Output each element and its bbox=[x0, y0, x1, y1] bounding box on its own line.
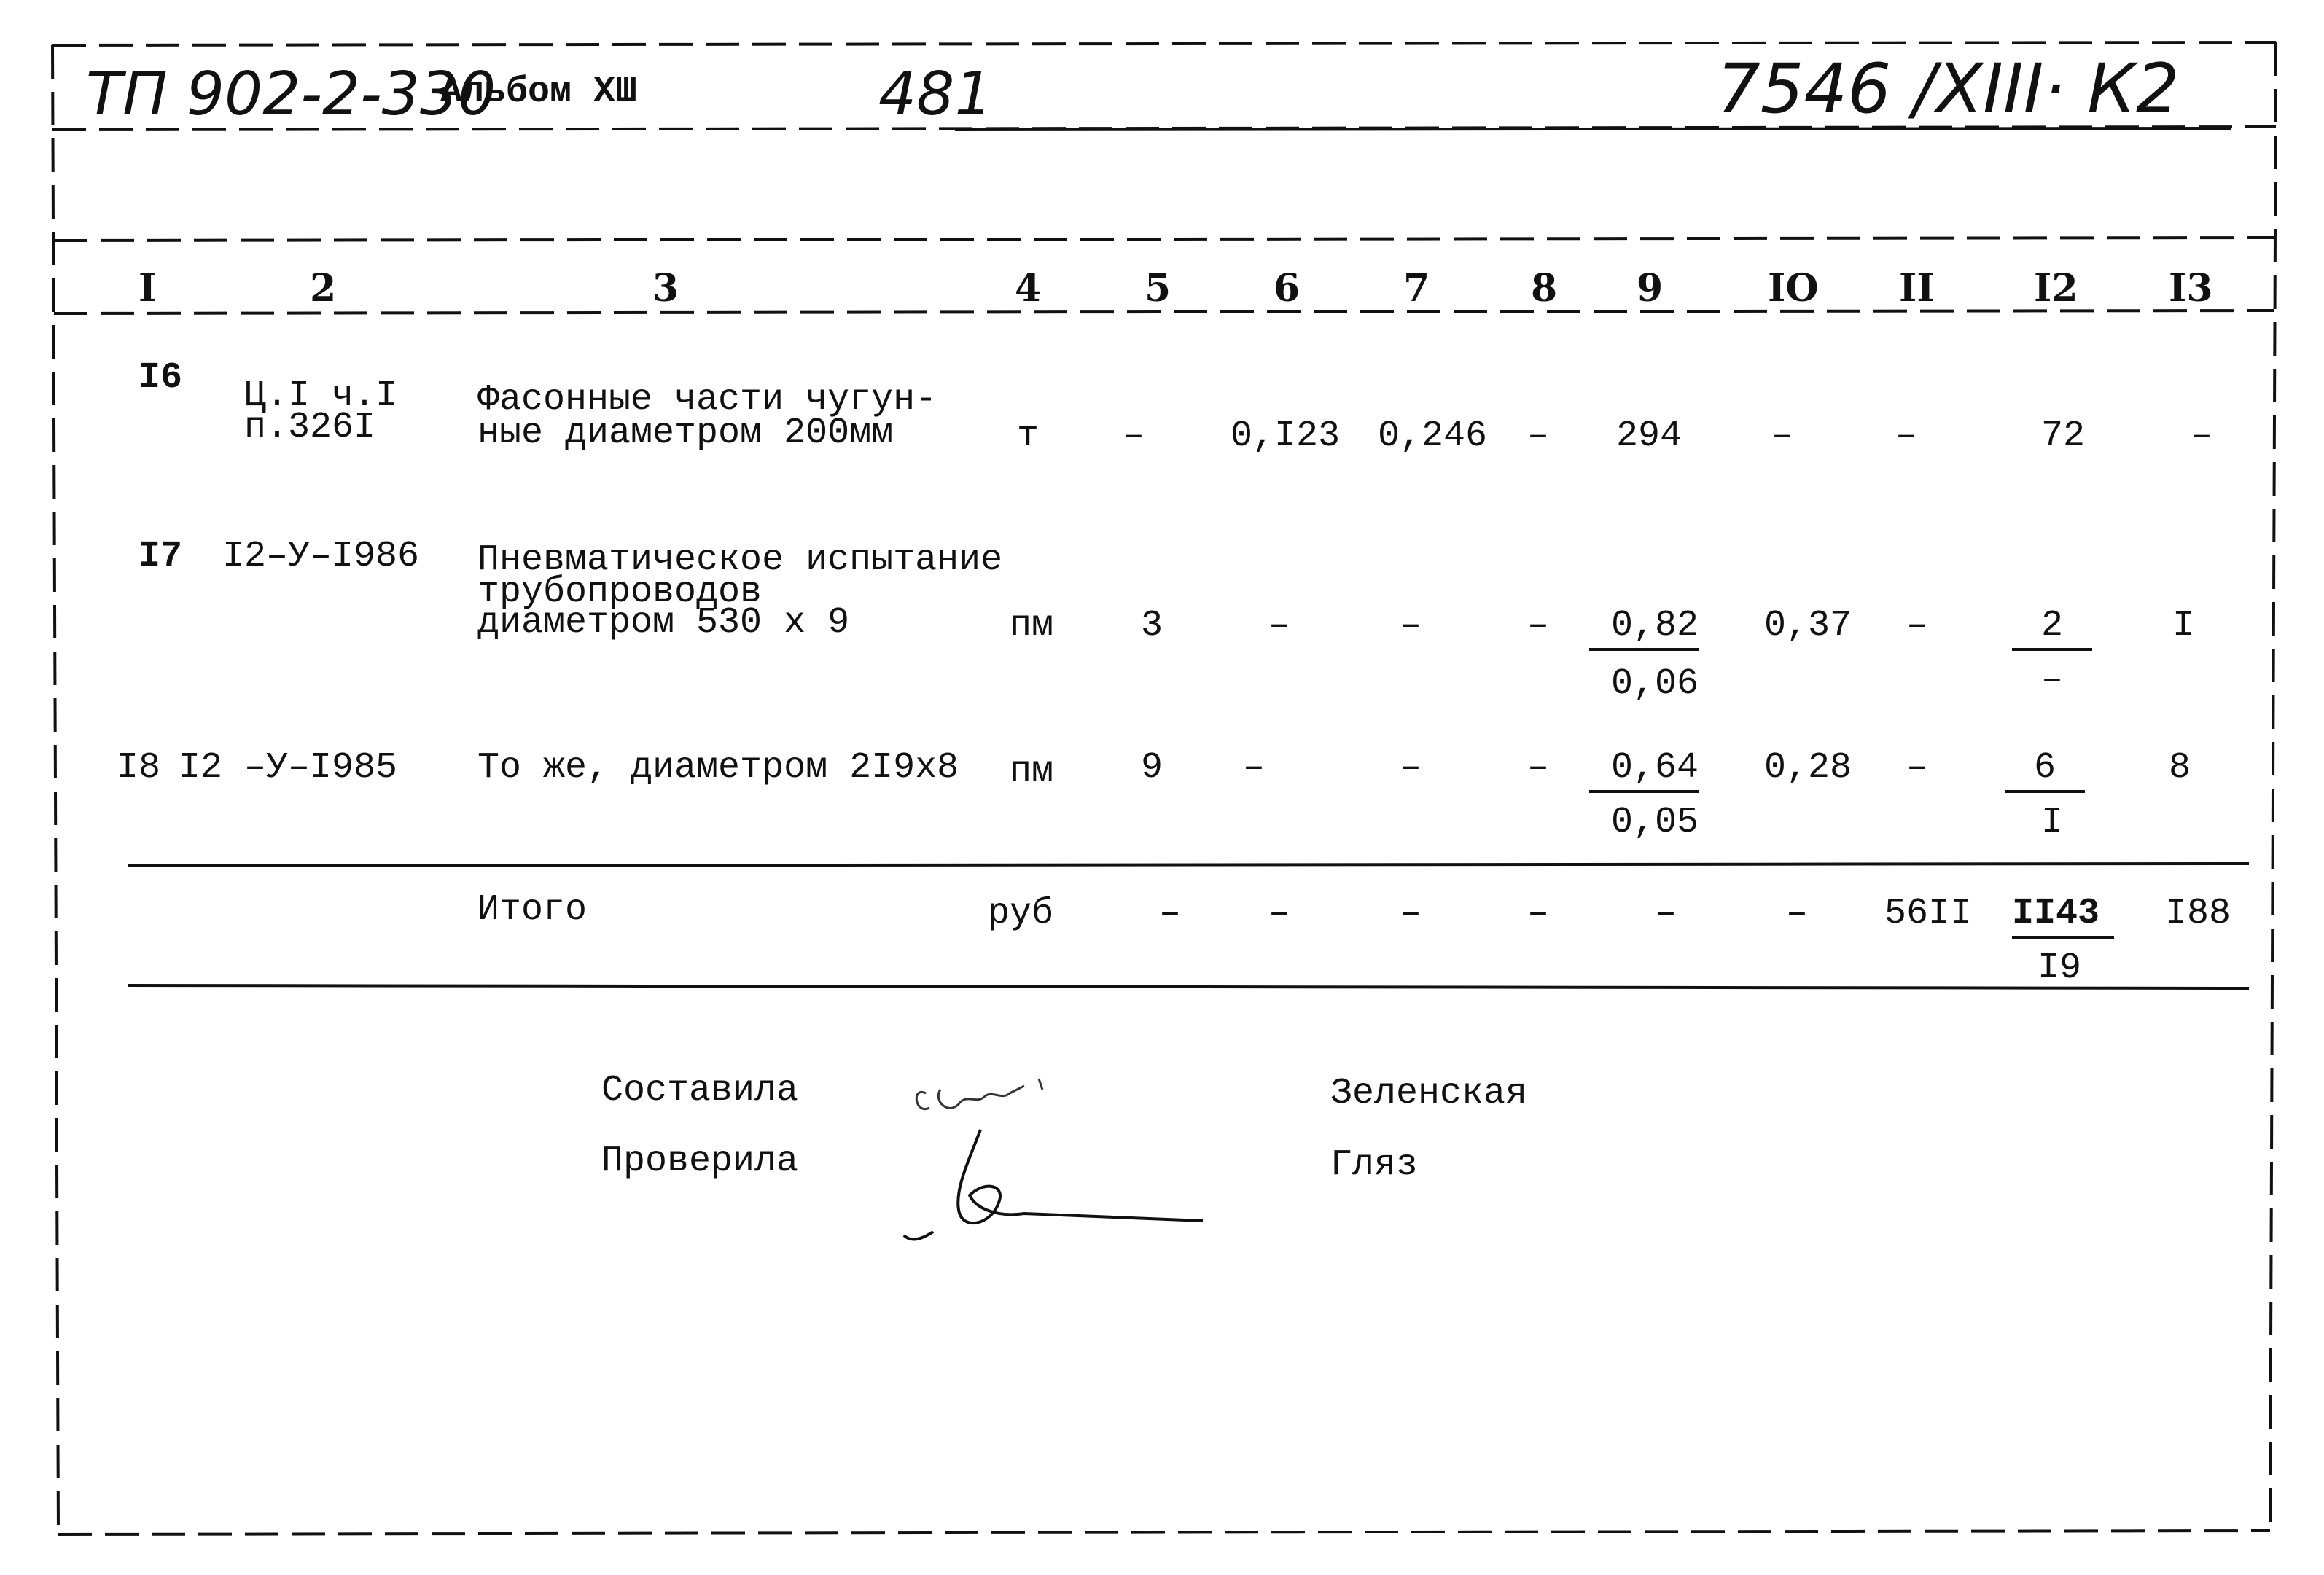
total-col13: I88 bbox=[2165, 893, 2231, 934]
checked-by-name: Гляз bbox=[1330, 1144, 1419, 1186]
row-col7: – bbox=[1400, 747, 1422, 789]
col-header-11: II bbox=[1899, 266, 1935, 310]
col-header-13: I3 bbox=[2169, 266, 2213, 310]
row-reference: I2 –У–I985 bbox=[179, 747, 398, 789]
row-number: I8 bbox=[117, 747, 161, 789]
row-description-line3: диаметром 530 х 9 bbox=[477, 602, 850, 644]
compiled-by-label: Составила bbox=[601, 1070, 799, 1111]
checked-by-label: Проверила bbox=[601, 1141, 799, 1182]
row-col9-bottom: 0,05 bbox=[1611, 802, 1699, 843]
row-unit: пм bbox=[1010, 751, 1054, 792]
document-code: ТП 902-2-330 bbox=[86, 60, 496, 129]
row-col9-bottom: 0,06 bbox=[1611, 663, 1699, 705]
page-number: 481 bbox=[878, 60, 993, 129]
row-col9-top: 0,64 bbox=[1589, 747, 1699, 793]
col-header-9: 9 bbox=[1637, 266, 1664, 310]
col-header-1: I bbox=[139, 266, 157, 310]
row-description: Пневматическое испытание bbox=[477, 539, 1003, 581]
total-col12-bottom: I9 bbox=[2038, 947, 2082, 989]
row-col12-bottom: – bbox=[2041, 660, 2064, 701]
col-header-8: 8 bbox=[1531, 266, 1558, 310]
total-col7: – bbox=[1400, 893, 1422, 934]
row-col5: – bbox=[1123, 415, 1145, 457]
col-header-3: 3 bbox=[652, 266, 679, 310]
row-col9: 294 bbox=[1616, 415, 1682, 457]
row-description-line2: трубопроводов bbox=[477, 571, 763, 613]
total-col10: – bbox=[1786, 893, 1809, 934]
row-reference: I2–У–I986 bbox=[222, 536, 420, 577]
total-col6: – bbox=[1268, 893, 1291, 934]
row-description-line2: ные диаметром 200мм bbox=[477, 413, 894, 454]
row-col11: – bbox=[1895, 415, 1918, 457]
row-col7: 0,246 bbox=[1378, 415, 1488, 457]
row-col11: – bbox=[1906, 747, 1929, 789]
row-reference: Ц.I ч.I bbox=[244, 375, 398, 417]
total-label: Итого bbox=[477, 889, 588, 931]
row-reference-line2: п.326I bbox=[244, 407, 376, 448]
row-col12-bottom: I bbox=[2041, 802, 2064, 843]
col-header-12: I2 bbox=[2034, 266, 2078, 310]
total-bottom-rule bbox=[128, 985, 2249, 988]
row-col12-top: 6 bbox=[2005, 747, 2085, 793]
row-unit: т bbox=[1017, 415, 1040, 457]
total-col9: – bbox=[1655, 893, 1677, 934]
col-header-5: 5 bbox=[1145, 266, 1171, 310]
col-header-2: 2 bbox=[310, 266, 337, 310]
row-col8: – bbox=[1527, 415, 1550, 457]
row-number: I6 bbox=[139, 357, 183, 399]
row-col11: – bbox=[1906, 605, 1929, 646]
total-col8: – bbox=[1527, 893, 1550, 934]
row-col5: 3 bbox=[1141, 605, 1163, 646]
row-col12: 72 bbox=[2041, 415, 2086, 457]
row-col10: – bbox=[1771, 415, 1794, 457]
row-col8: – bbox=[1527, 747, 1550, 789]
row-col7: – bbox=[1400, 605, 1422, 646]
row-description: Фасонные части чугун- bbox=[477, 379, 937, 421]
row-col6: – bbox=[1243, 747, 1266, 789]
row-col9-top: 0,82 bbox=[1589, 605, 1699, 651]
row-col10: 0,28 bbox=[1764, 747, 1852, 789]
row-col6: – bbox=[1268, 605, 1291, 646]
col-header-6: 6 bbox=[1274, 266, 1301, 310]
row-col5: 9 bbox=[1141, 747, 1163, 789]
row-col13: – bbox=[2191, 415, 2213, 457]
row-col13: I bbox=[2172, 605, 2195, 646]
handwritten-signature-checked bbox=[889, 1115, 1232, 1261]
archive-reference: 7546 /XIII· К2 bbox=[1717, 50, 2180, 129]
col-header-4: 4 bbox=[1015, 266, 1042, 310]
row-col12-top: 2 bbox=[2012, 605, 2092, 651]
total-col11: 56II bbox=[1884, 893, 1973, 934]
row-col8: – bbox=[1527, 605, 1550, 646]
album-label: Альбом XШ bbox=[440, 71, 638, 113]
compiled-by-name: Зеленская bbox=[1330, 1073, 1528, 1114]
row-col13: 8 bbox=[2169, 747, 2191, 789]
col-header-10: IO bbox=[1768, 266, 1819, 310]
row-number: I7 bbox=[139, 536, 183, 577]
total-col5: – bbox=[1159, 893, 1182, 934]
row-unit: пм bbox=[1010, 605, 1054, 646]
row-description: То же, диаметром 2I9х8 bbox=[477, 747, 959, 789]
total-top-rule bbox=[128, 864, 2249, 866]
col-header-7: 7 bbox=[1403, 266, 1430, 310]
row-col6: 0,I23 bbox=[1231, 415, 1341, 457]
total-col12-top: II43 bbox=[2012, 893, 2114, 939]
total-unit: руб bbox=[988, 893, 1054, 934]
row-col10: 0,37 bbox=[1764, 605, 1852, 646]
